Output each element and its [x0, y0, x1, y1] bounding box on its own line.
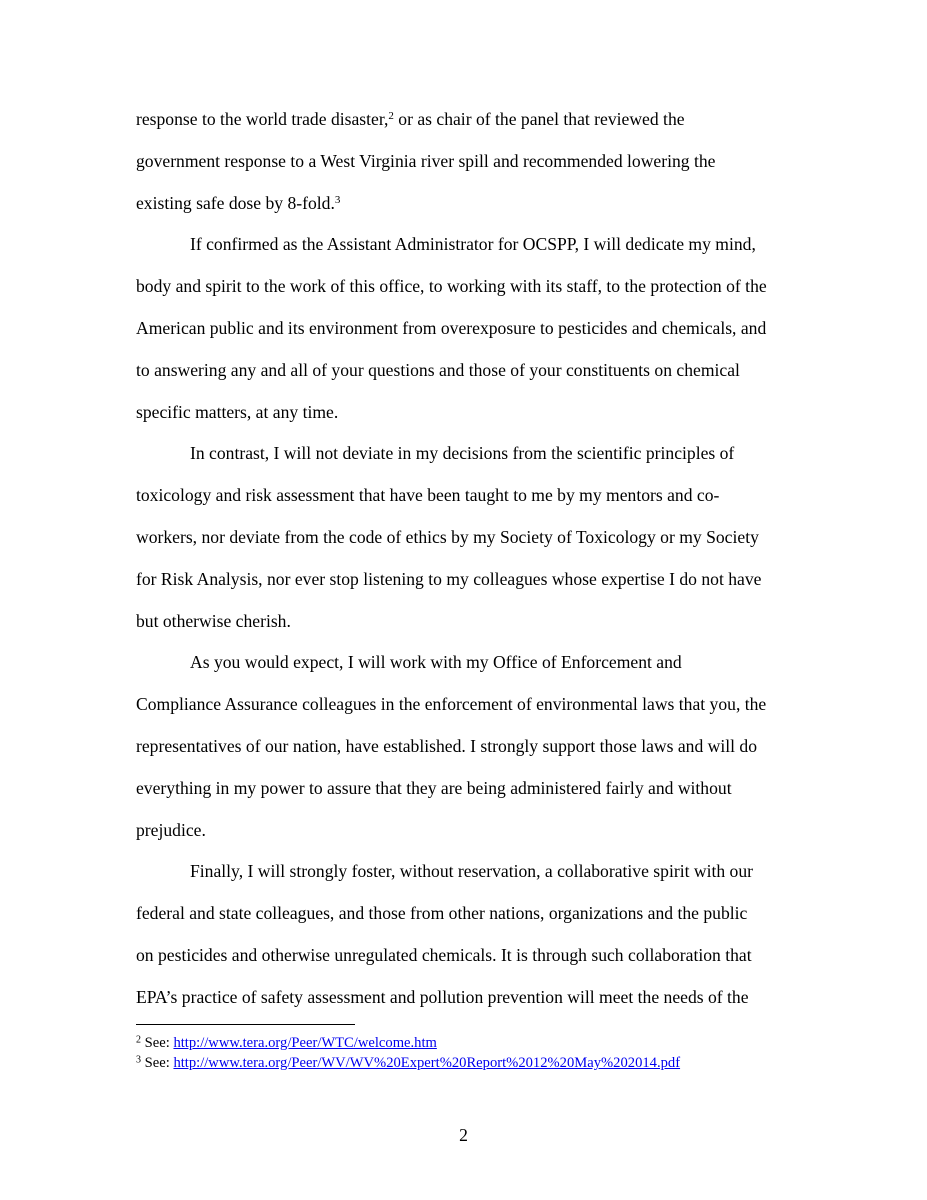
footnote-number: 3 [136, 1054, 141, 1066]
paragraph-confirmation [136, 224, 792, 433]
footnote-3 [136, 1053, 836, 1073]
footnotes [136, 1033, 836, 1073]
text-line: In contrast, I will not deviate in my decisions from the scientific principles of [190, 443, 735, 464]
paragraph-contrast [136, 433, 792, 642]
text-line: American public and its environment from overexposure to pesticides and chemicals, and [136, 317, 767, 338]
text-line: EPA’s practice of safety assessment and pollution prevention will meet the needs of the [136, 986, 749, 1007]
text-line: for Risk Analysis, nor ever stop listening to my colleagues whose expertise I do not have [136, 568, 762, 589]
footnote-link-wv-report[interactable]: http://www.tera.org/Peer/WV/WV%20Expert%20Report%2012%20May%202014.pdf [173, 1055, 681, 1071]
paragraph-enforcement [136, 642, 792, 851]
text-line: If confirmed as the Assistant Administrator for OCSPP, I will dedicate my mind, [190, 234, 756, 255]
text-line: toxicology and risk assessment that have been taught to me by my mentors and co- [136, 485, 720, 506]
footnote-prefix: See: [141, 1055, 174, 1071]
text-line: representatives of our nation, have established. I strongly support those laws and will do [136, 735, 758, 756]
text-line: on pesticides and otherwise unregulated chemicals. It is through such collaboration that [136, 944, 752, 965]
body-text [136, 99, 792, 1019]
footnote-separator [136, 1024, 355, 1025]
page-number: 2 [459, 1125, 468, 1145]
footnote-prefix: See: [141, 1035, 174, 1051]
footnote-2 [136, 1033, 836, 1053]
footnote-reference-2[interactable]: 2 [388, 109, 394, 122]
text-line: Finally, I will strongly foster, without reservation, a collaborative spirit with our [190, 861, 753, 882]
text-line: response to the world trade disaster,$^2$ or as chair of the panel that reviewed the [136, 109, 685, 129]
text-line: but otherwise cherish. [136, 610, 291, 631]
text-line: body and spirit to the work of this office, to working with its staff, to the protection of the [136, 276, 767, 297]
footnote-reference-3[interactable]: 3 [334, 193, 341, 206]
text-line: Compliance Assurance colleagues in the enforcement of environmental laws that you, the [136, 694, 767, 715]
text-line: specific matters, at any time. [136, 401, 339, 422]
text-line: prejudice. [136, 819, 206, 840]
text-line: to answering any and all of your questions and those of your constituents on chemical [136, 359, 740, 380]
text-line: existing safe dose by 8-fold.$^3$ [136, 192, 341, 213]
footnote-link-wtc[interactable]: http://www.tera.org/Peer/WTC/welcome.htm [173, 1035, 437, 1051]
paragraph-collaboration [136, 851, 792, 1018]
text-line: workers, nor deviate from the code of ethics by my Society of Toxicology or my Society [136, 526, 759, 547]
paragraph-continuation [136, 99, 792, 224]
text-line: everything in my power to assure that they are being administered fairly and without [136, 777, 732, 798]
text-line: federal and state colleagues, and those from other nations, organizations and the public [136, 903, 748, 924]
text-line: As you would expect, I will work with my Office of Enforcement and [190, 652, 682, 673]
footnote-number: 2 [136, 1034, 141, 1046]
text-line: government response to a West Virginia river spill and recommended lowering the [136, 150, 716, 171]
